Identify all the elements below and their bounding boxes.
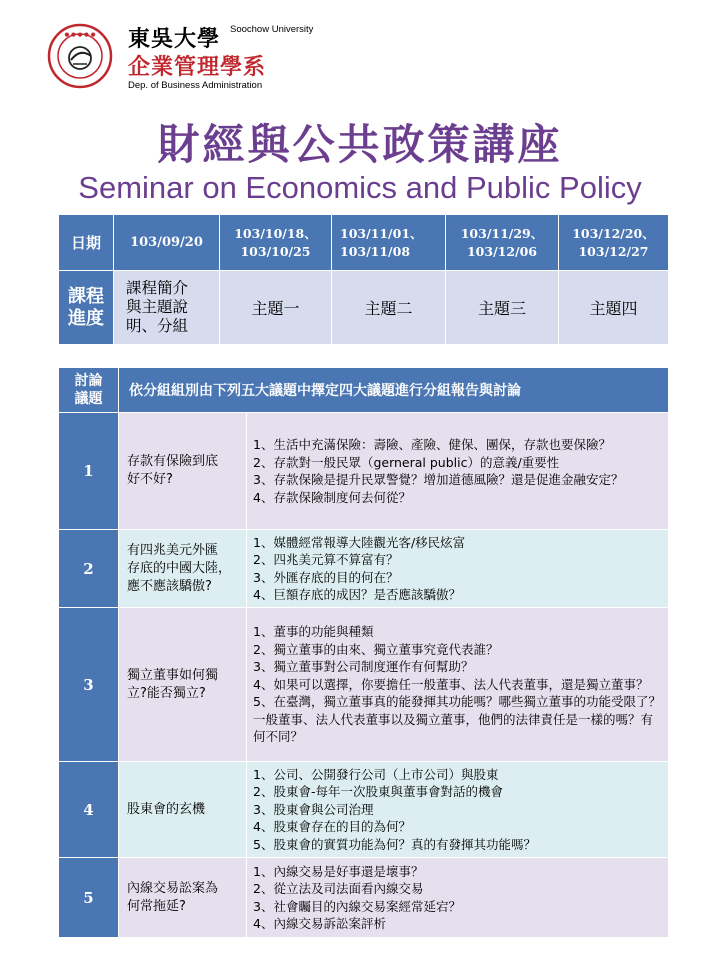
list-item: 3、存款保險是提升民眾警覺？增加道德風險？還是促進金融安定？ <box>253 472 624 487</box>
list-item: 1、內線交易是好事還是壞事？ <box>253 863 424 879</box>
university-name-en: Soochow University <box>230 24 314 35</box>
topic-title: 存款有保險到底 好不好? <box>119 413 247 530</box>
topic-title: 內線交易訟案為 何常拖延? <box>119 858 247 938</box>
table-row <box>59 858 669 938</box>
list-item: 2、四兆美元算不算富有？ <box>253 552 399 567</box>
topic-number: 5 <box>59 858 119 938</box>
table-row <box>59 608 669 762</box>
course-cell: 主題二 <box>332 271 446 345</box>
topic-number: 3 <box>59 608 119 762</box>
topic-items <box>247 762 669 858</box>
schedule-date: 103/09/20 <box>114 215 220 271</box>
schedule-date: 103/11/01、 103/11/08 <box>332 215 446 271</box>
topics-table <box>58 367 669 938</box>
department-name-zh: 企業管理學系 <box>128 55 267 80</box>
list-item: 1、媒體經常報導大陸觀光客/移民炫富 <box>253 534 466 550</box>
schedule-date: 103/11/29、 103/12/06 <box>446 215 559 271</box>
table-row <box>59 530 669 608</box>
topic-number: 4 <box>59 762 119 858</box>
table-row <box>59 413 669 530</box>
list-item: 3、股東會與公司治理 <box>253 801 374 817</box>
topic-items <box>247 413 669 530</box>
table-row <box>59 762 669 858</box>
date-label: 日期 <box>59 215 114 271</box>
page-title-zh: 財經與公共政策講座 <box>157 120 563 169</box>
course-cell: 主題四 <box>559 271 669 345</box>
topic-items <box>247 858 669 938</box>
schedule-date-row <box>59 215 669 271</box>
list-item: 4、如果可以選擇，你要擔任一般董事、法人代表董事，還是獨立董事？ <box>253 676 649 692</box>
topic-title: 獨立董事如何獨 立?能否獨立? <box>119 608 247 762</box>
svg-text:● ● ● ● ●: ● ● ● ● ● <box>64 32 96 38</box>
topics-header-row <box>59 368 669 413</box>
topics-label: 討論 議題 <box>59 368 119 413</box>
department-name-en: Dep. of Business Administration <box>128 80 263 91</box>
topics-description: 依分組組別由下列五大議題中擇定四大議題進行分組報告與討論 <box>119 368 669 413</box>
soochow-university-seal-icon <box>46 22 114 90</box>
list-item: 2、存款對一般民眾（gerneral public）的意義/重要性 <box>253 454 560 470</box>
course-label: 課程 進度 <box>59 271 114 345</box>
list-item: 5、在臺灣，獨立董事真的能發揮其功能嗎？哪些獨立董事的功能受限了？一般董事、法人代表董事以及獨立董事，他們的法律責任是一樣的嗎？有何不同？ <box>253 694 661 745</box>
course-cell: 主題三 <box>446 271 559 345</box>
page-title-en: Seminar on Economics and Public Policy <box>78 170 642 205</box>
department-logo <box>46 20 314 96</box>
course-cell: 課程簡介 與主題說 明、分組 <box>114 271 220 345</box>
topic-title: 股東會的玄機 <box>119 762 247 858</box>
list-item: 4、股東會存在的目的為何？ <box>253 819 411 835</box>
topic-number: 1 <box>59 413 119 530</box>
list-item: 2、獨立董事的由來、獨立董事究竟代表誰？ <box>253 641 499 657</box>
topic-number: 2 <box>59 530 119 608</box>
course-cell: 主題一 <box>220 271 332 345</box>
list-item: 3、外匯存底的目的何在？ <box>253 569 399 585</box>
university-name-zh: 東吳大學 <box>128 27 221 52</box>
list-item: 3、獨立董事對公司制度運作有何幫助？ <box>253 659 474 675</box>
schedule-date: 103/12/20、 103/12/27 <box>559 215 669 271</box>
list-item: 2、股東會-每年一次股東與董事會對話的機會 <box>253 784 503 800</box>
schedule-course-row <box>59 271 669 345</box>
list-item: 2、從立法及司法面看內線交易 <box>253 881 424 896</box>
list-item: 4、存款保險制度何去何從？ <box>253 489 411 505</box>
list-item: 4、內線交易訴訟案評析 <box>253 916 386 931</box>
list-item: 1、公司、公開發行公司（上市公司）與股東 <box>253 766 499 782</box>
list-item: 4、巨額存底的成因？是否應該驕傲？ <box>253 587 461 602</box>
schedule-date: 103/10/18、 103/10/25 <box>220 215 332 271</box>
list-item: 3、社會矚目的內線交易案經常延宕？ <box>253 898 461 914</box>
list-item: 1、生活中充滿保險：壽險、產險、健保、團保，存款也要保險？ <box>253 437 611 452</box>
topic-title: 有四兆美元外匯 存底的中國大陸， 應不應該驕傲? <box>119 530 247 608</box>
schedule-table <box>58 214 669 345</box>
topic-items <box>247 530 669 608</box>
topic-items <box>247 608 669 762</box>
list-item: 1、董事的功能與種類 <box>253 624 374 640</box>
list-item: 5、股東會的實質功能為何？真的有發揮其功能嗎？ <box>253 836 536 852</box>
